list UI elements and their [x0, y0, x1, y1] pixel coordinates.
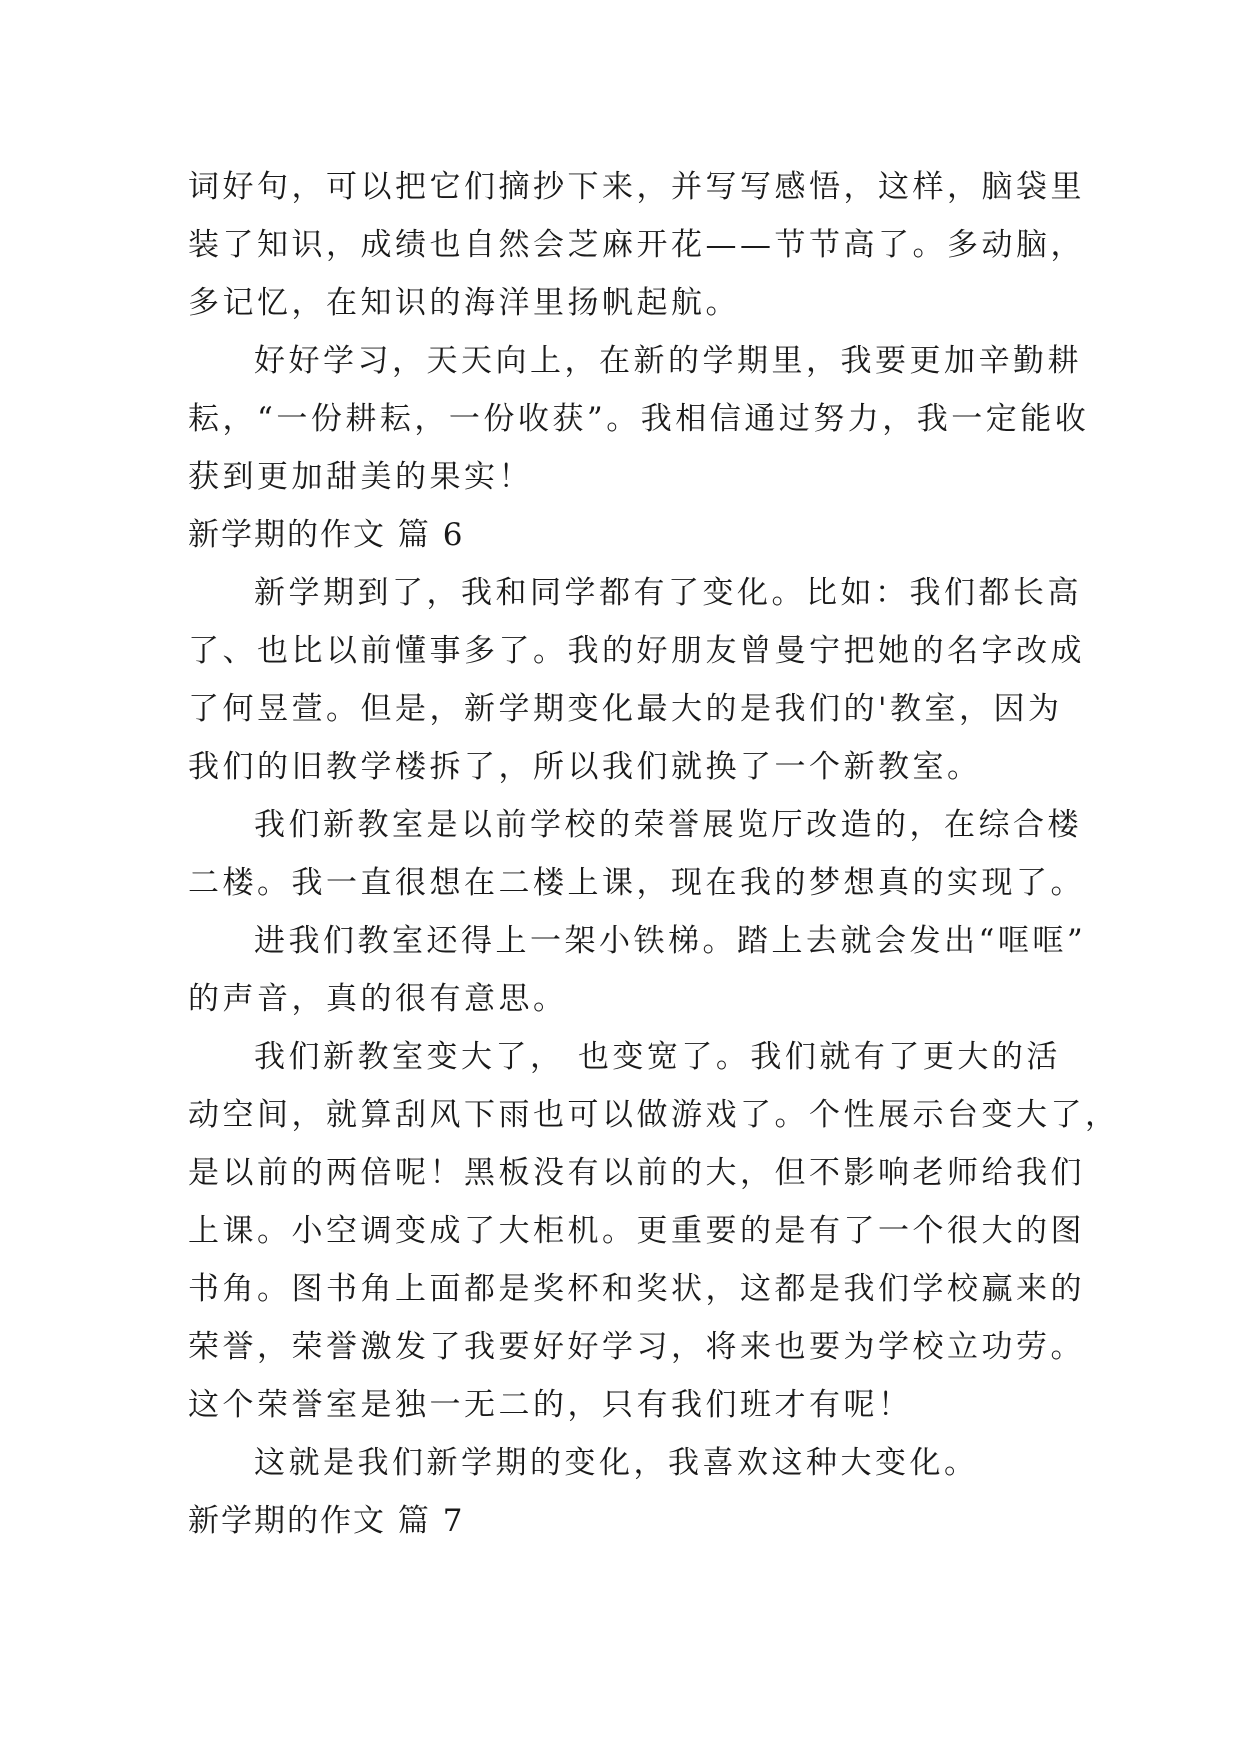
- text-line: 我们的旧教学楼拆了，所以我们就换了一个新教室。: [188, 749, 982, 785]
- text-line: 获到更加甜美的果实！: [188, 459, 533, 495]
- text-line: 这个荣誉室是独一无二的，只有我们班才有呢！: [188, 1387, 913, 1423]
- text-line: 词好句，可以把它们摘抄下来，并写写感悟，这样，脑袋里: [188, 169, 1085, 205]
- text-line: 荣誉，荣誉激发了我要好好学习，将来也要为学校立功劳。: [188, 1329, 1085, 1365]
- text-line: 耘，“一份耕耘，一份收获”。我相信通过努力，我一定能收: [188, 401, 1090, 437]
- text-line: 了何昱萱。但是，新学期变化最大的是我们的'教室，因为: [188, 691, 1063, 727]
- document-page: [188, 158, 1120, 1550]
- text-line: 我们新教室变大了， 也变宽了。我们就有了更大的活: [254, 1039, 1061, 1075]
- text-line: 我们新教室是以前学校的荣誉展览厅改造的，在综合楼: [254, 807, 1082, 843]
- text-line: 这就是我们新学期的变化，我喜欢这种大变化。: [254, 1445, 979, 1481]
- text-line: 多记忆，在知识的海洋里扬帆起航。: [188, 285, 740, 321]
- text-line: 的声音，真的很有意思。: [188, 981, 568, 1017]
- text-line: 装了知识，成绩也自然会芝麻开花——节节高了。多动脑，: [188, 227, 1085, 263]
- text-line: 进我们教室还得上一架小铁梯。踏上去就会发出“哐哐”: [254, 923, 1087, 959]
- section-heading: 新学期的作文 篇 7: [188, 1503, 465, 1539]
- text-line: 是以前的两倍呢！黑板没有以前的大，但不影响老师给我们: [188, 1155, 1085, 1191]
- text-line: 新学期到了，我和同学都有了变化。比如：我们都长高: [254, 575, 1082, 611]
- text-line: 了、也比以前懂事多了。我的好朋友曾曼宁把她的名字改成: [188, 633, 1085, 669]
- text-line: 动空间，就算刮风下雨也可以做游戏了。个性展示台变大了，: [188, 1097, 1120, 1133]
- text-line: 书角。图书角上面都是奖杯和奖状，这都是我们学校赢来的: [188, 1271, 1085, 1307]
- text-line: 好好学习，天天向上，在新的学期里，我要更加辛勤耕: [254, 343, 1082, 379]
- section-heading: 新学期的作文 篇 6: [188, 517, 465, 553]
- text-line: 二楼。我一直很想在二楼上课，现在我的梦想真的实现了。: [188, 865, 1085, 901]
- text-line: 上课。小空调变成了大柜机。更重要的是有了一个很大的图: [188, 1213, 1085, 1249]
